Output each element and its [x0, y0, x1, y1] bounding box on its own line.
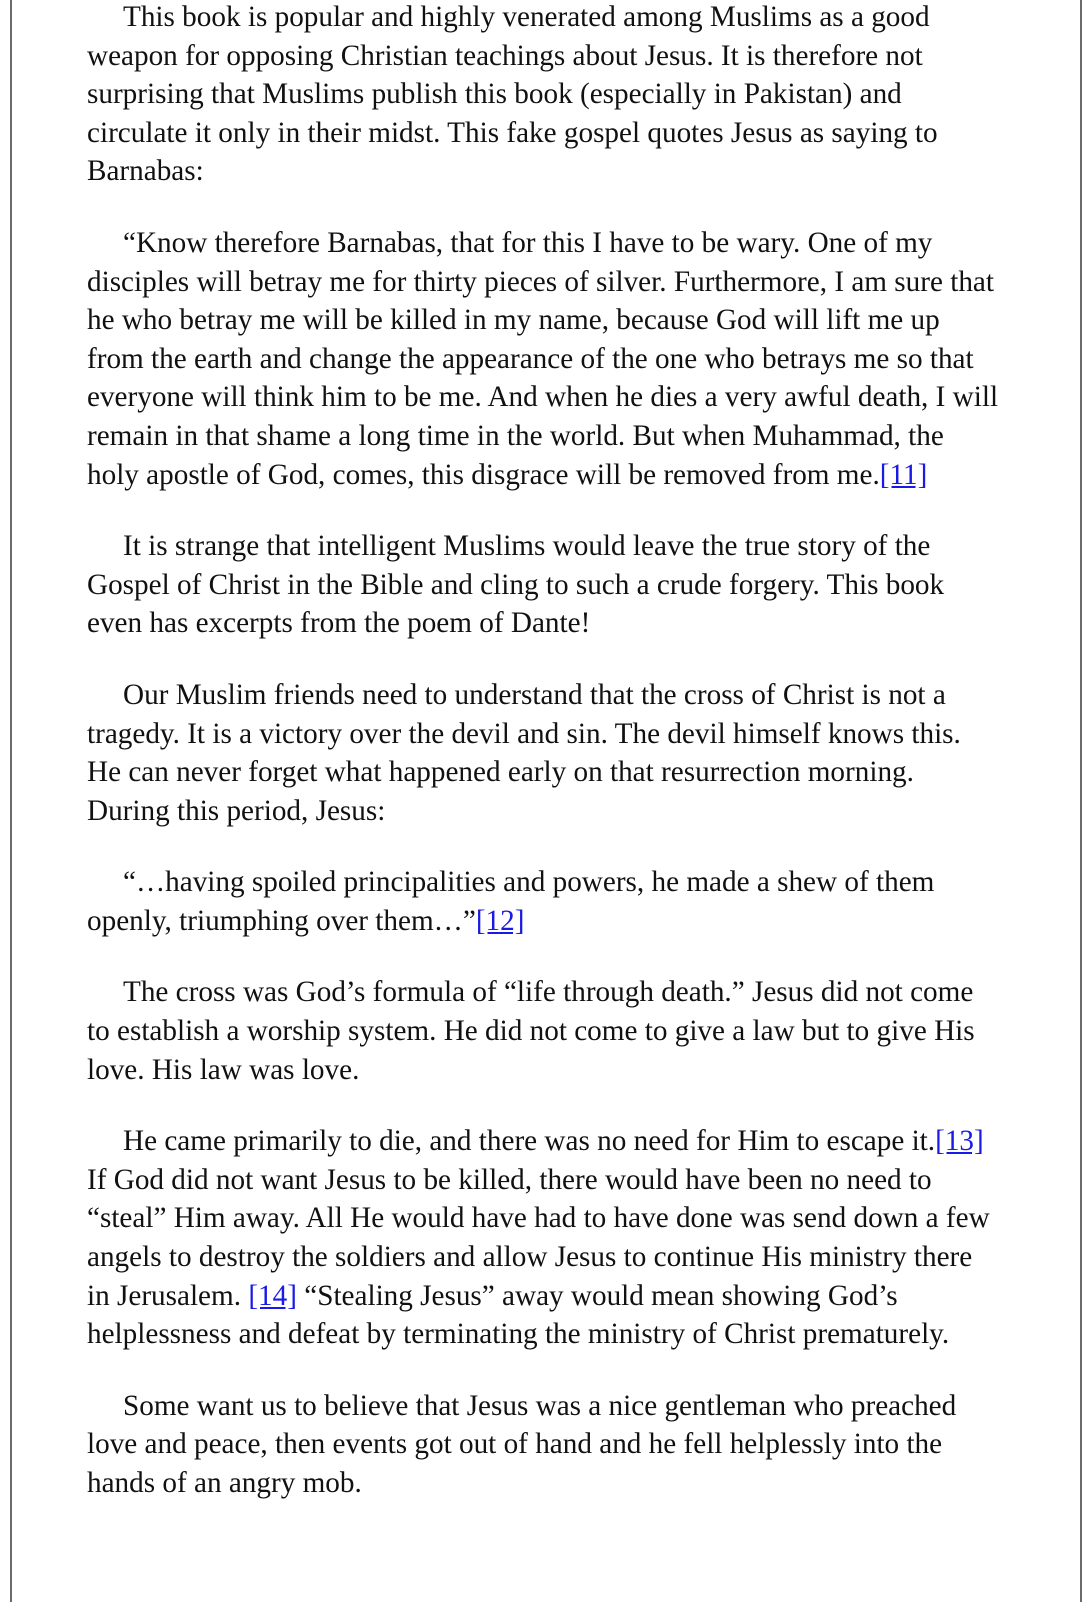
paragraph	[87, 1387, 1002, 1503]
paragraph-text: The cross was God’s formula of “life through death.” Jesus did not come to establish a worship system. He did not come to give a law but to give His love. His law was love.	[87, 976, 975, 1086]
paragraph-text: “…having spoiled principalities and powers, he made a shew of them openly, triumphing over them…”	[87, 866, 935, 937]
paragraph-text: It is strange that intelligent Muslims would leave the true story of the Gospel of Christ in the Bible and cling to such a crude forgery. This book even has excerpts from the poem of Dante!	[87, 530, 945, 640]
footnote-link-14[interactable]: [14]	[248, 1279, 297, 1312]
paragraph-text: This book is popular and highly venerated among Muslims as a good weapon for opposing Christian teachings about Jesus. It is therefore not surprising that Muslims publish this book (especially in Pakistan) and circulate it only in their midst. This fake gospel quotes Jesus as saying to Barnabas:	[87, 1, 938, 188]
paragraph	[87, 527, 1002, 643]
paragraph	[87, 863, 1002, 940]
paragraph	[87, 973, 1002, 1089]
footnote-link-11[interactable]: [11]	[879, 458, 928, 491]
footnote-link-13[interactable]: [13]	[935, 1125, 984, 1158]
footnote-link-12[interactable]: [12]	[475, 904, 525, 937]
paragraph-text: “Stealing Jesus” away would mean showing God’s helplessness and defeat by terminating the ministry of Christ prematurely.	[87, 1279, 950, 1351]
paragraph-text: He came primarily to die, and there was no need for Him to escape it.	[123, 1125, 936, 1158]
paragraph	[87, 1122, 1002, 1354]
paragraph	[87, 676, 1002, 830]
paragraph-text: “Know therefore Barnabas, that for this I have to be wary. One of my disciples will betray me for thirty pieces of silver. Furthermore, I am sure that he who betray me will be killed in my name, because God will lift me up from the earth and change the appearance of the one who betrays me so that everyone will think him to be me. And when he dies a very awful death, I will remain in that shame a long time in the world. But when Muhammad, the holy apostle of God, comes, this disgrace will be removed from me.	[87, 226, 999, 491]
paragraph	[87, 224, 1002, 494]
paragraph-text: If God did not want Jesus to be killed, there would have been no need to “steal” Him away. All He would have had to have done was send down a few angels to destroy the soldiers and allow Jesus to continue His ministry there in Jerusalem.	[87, 1163, 990, 1312]
paragraph-text: Some want us to believe that Jesus was a nice gentleman who preached love and peace, then events got out of hand and he fell helplessly into the hands of an angry mob.	[87, 1389, 957, 1499]
paragraph-text: Our Muslim friends need to understand that the cross of Christ is not a tragedy. It is a victory over the devil and sin. The devil himself knows this. He can never forget what happened early on that resurrection morning. During this period, Jesus:	[87, 678, 961, 827]
document-body	[87, 0, 1002, 1536]
paragraph	[87, 0, 1002, 191]
